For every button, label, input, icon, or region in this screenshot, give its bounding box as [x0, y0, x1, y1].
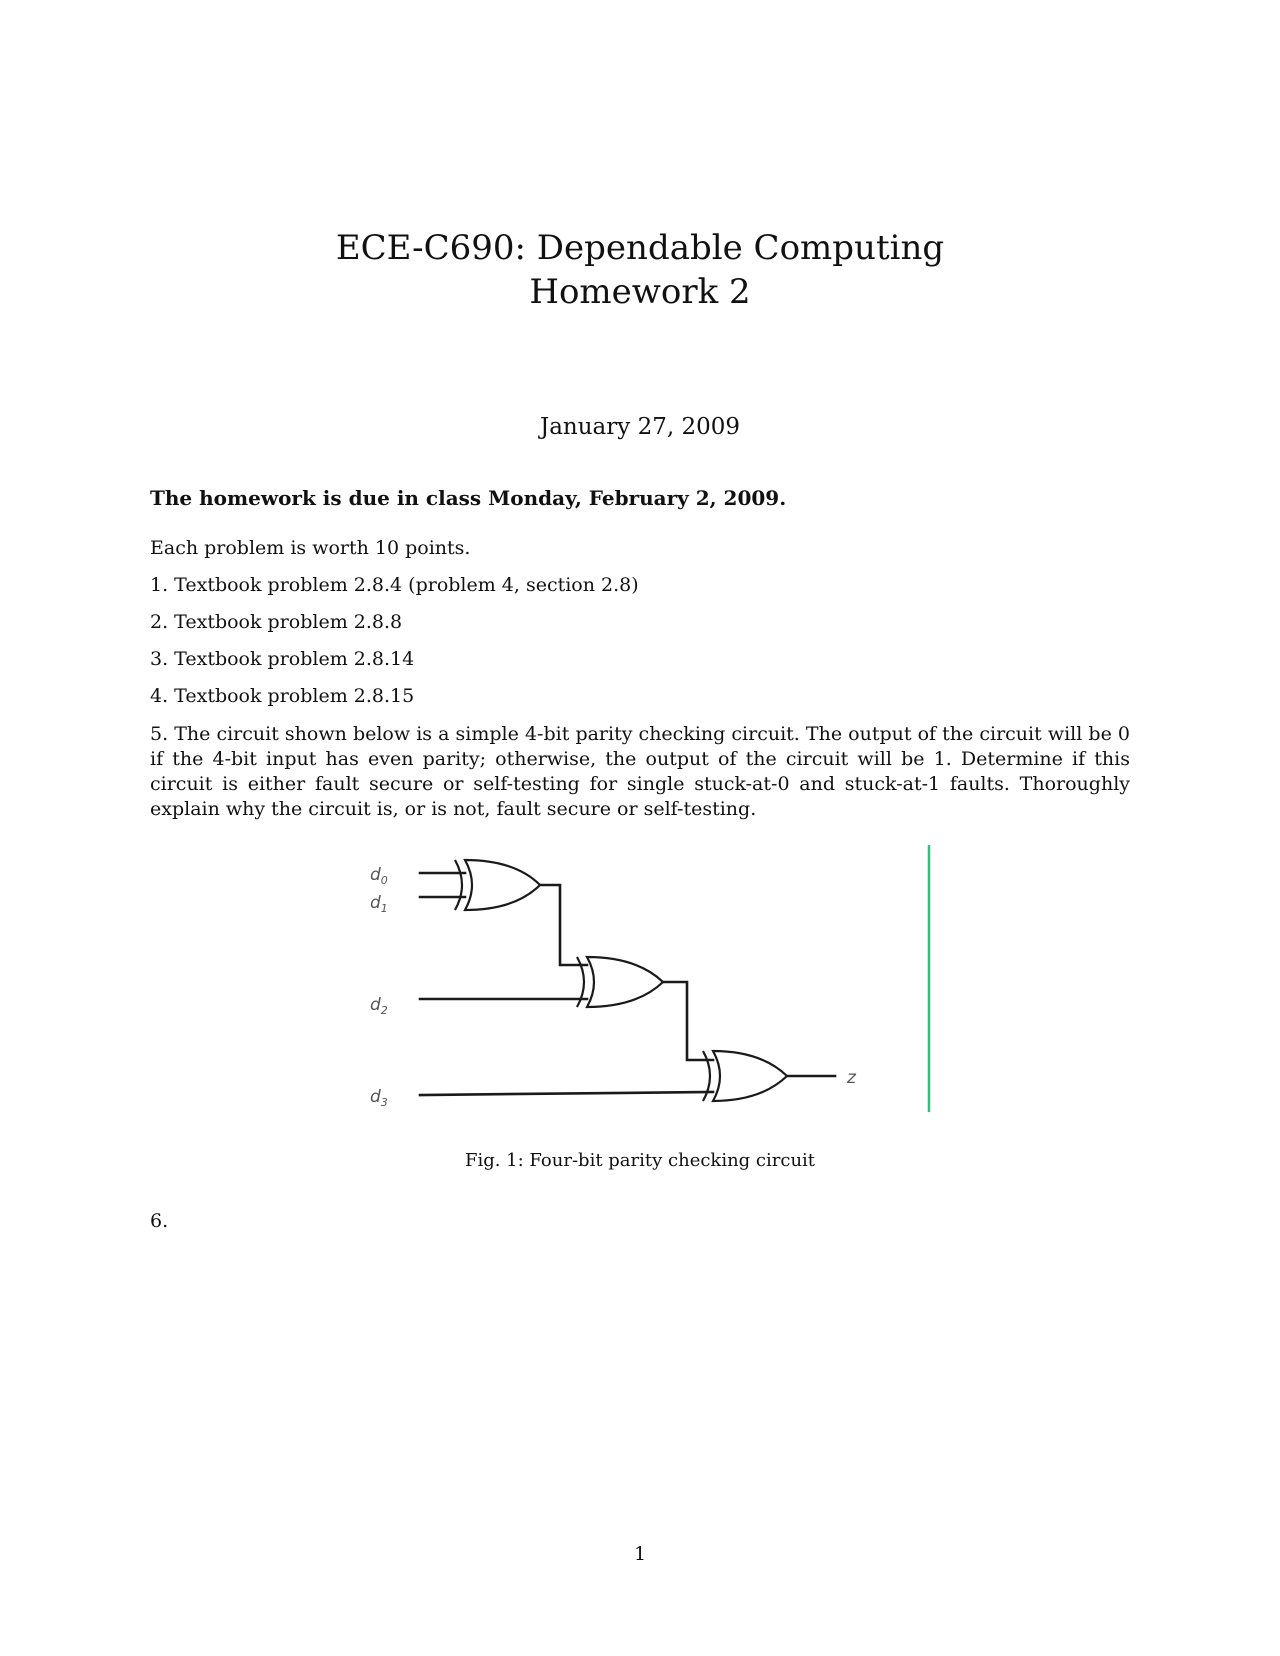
wire-d3: [420, 1092, 713, 1095]
due-notice: The homework is due in class Monday, February 2, 2009.: [150, 486, 787, 510]
document-date: January 27, 2009: [540, 414, 740, 440]
parity-circuit-diagram: [365, 840, 945, 1120]
xor-gate-3: [703, 1051, 787, 1101]
problem-item-4: 4. Textbook problem 2.8.15: [150, 685, 415, 707]
wire-gate1-to-gate2: [540, 885, 587, 965]
input-label-d0: $d_0$: [370, 865, 388, 887]
course-title: ECE-C690: Dependable Computing: [335, 228, 945, 268]
input-label-d3: $d_3$: [370, 1087, 388, 1109]
points-note: Each problem is worth 10 points.: [150, 537, 471, 559]
output-label-z: z: [847, 1068, 856, 1088]
xor-gate-2: [577, 957, 663, 1007]
input-label-d2: $d_2$: [370, 995, 388, 1017]
wire-gate2-to-gate3: [663, 982, 713, 1060]
page-number: 1: [633, 1543, 647, 1565]
problem-item-6: 6.: [150, 1210, 169, 1232]
problem-item-2: 2. Textbook problem 2.8.8: [150, 611, 403, 633]
figure-caption: Fig. 1: Four-bit parity checking circuit: [464, 1150, 816, 1171]
problem-item-1: 1. Textbook problem 2.8.4 (problem 4, section 2.8): [150, 574, 639, 596]
problem-item-5: 5. The circuit shown below is a simple 4-bit parity checking circuit. The output of the circuit will be 0 if the 4-bit input has even parity; otherwise, the output of the circuit will be 1. Determine if this circuit is either fault secure or self-testing for single stuck-at-0 and stuck-at-1 faults. Thoroughly explain why the circuit is, or is not, fault secure or self-testing.: [150, 723, 1130, 820]
problem-item-3: 3. Textbook problem 2.8.14: [150, 648, 415, 670]
assignment-title: Homework 2: [529, 272, 751, 312]
input-label-d1: $d_1$: [370, 893, 388, 915]
xor-gate-1: [455, 860, 540, 910]
